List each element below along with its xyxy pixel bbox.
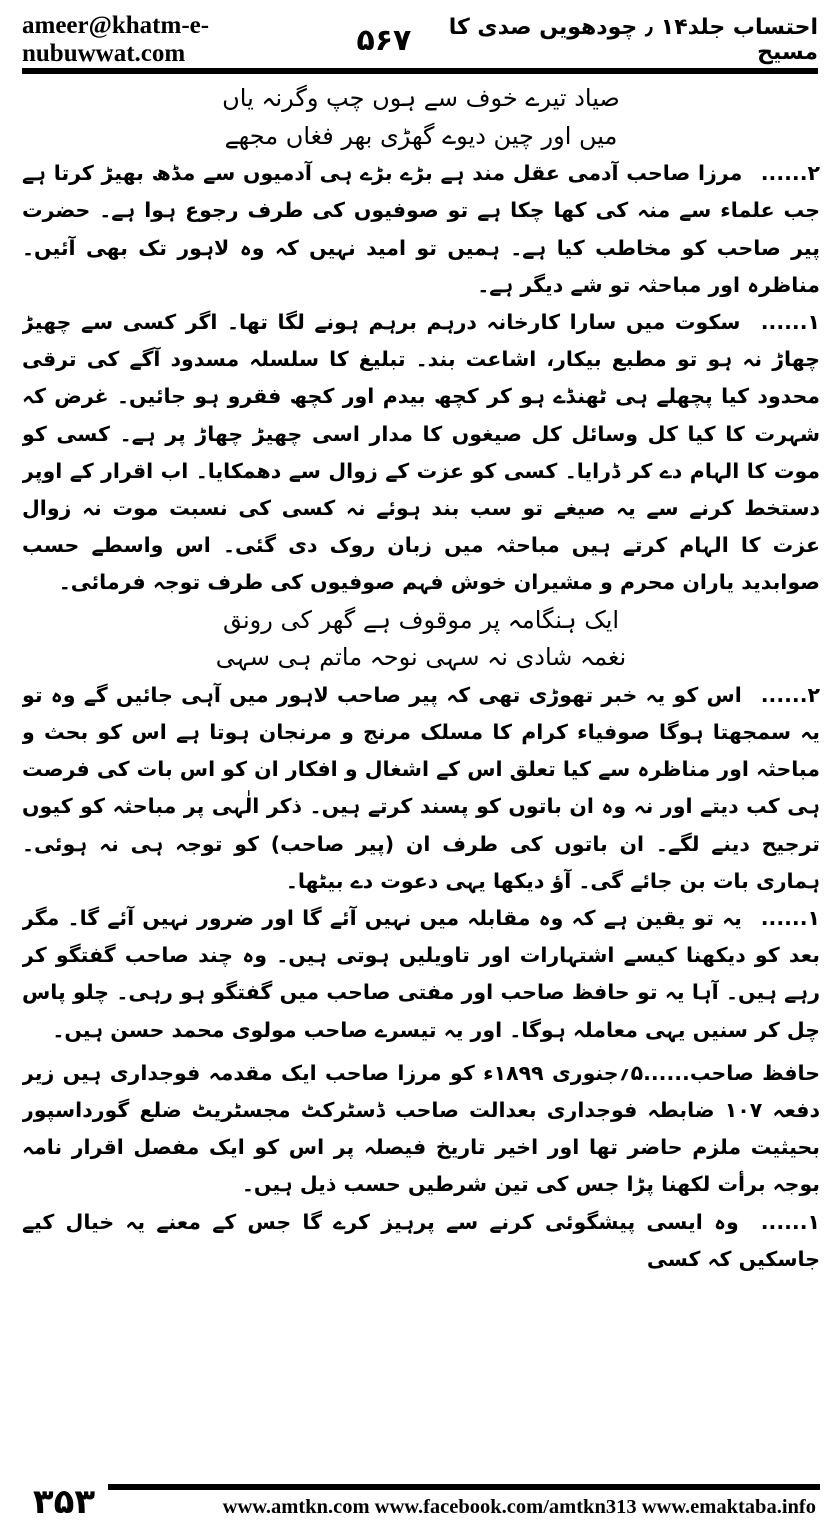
paragraph <box>22 155 820 304</box>
book-title: احتساب جلد۱۴ ٫ چودھویں صدی کا مسیح <box>448 15 818 65</box>
footer-links[interactable]: www.amtkn.com www.facebook.com/amtkn313 www.emaktaba.info <box>222 1496 816 1518</box>
paragraph-text: سکوت میں سارا کارخانہ درہم برہم ہونے لگا تھا۔ اگر کسی سے چھیڑ چھاڑ نہ ہو تو مطبع بیکار، اشاعت بند۔ تبلیغ کا سلسلہ مسدود آگے کی ترقی محدود کیا پچھلے ہی ٹھنڈے ہو کر کچھ بیدم اور کچھ فقرو ہو جائیں۔ غرض کہ شہرت کا کیا کل وسائل کل صیغوں کا مدار اسی چھیڑ چھاڑ پر ہے۔ کسی کو موت کا الہام دے کر ڈرایا۔ کسی کو عزت کے زوال سے دھمکایا۔ اب اقرار کے اوپر دستخط کرنے سے یہ صیغے تو سب بند ہوئے نہ کسی کی نسبت موت نہ زوال عزت کا الہام کرتے ہیں مباحثہ میں زبان روک دی گئی۔ اس واسطے حسب صوابدید یاران محرم و مشیران خوش فہم صوفیوں کی طرف توجہ فرمائی۔ <box>22 310 820 595</box>
header-divider <box>22 68 818 74</box>
paragraph-number: ۱...... <box>760 906 820 931</box>
paragraph-text: یہ تو یقین ہے کہ وہ مقابلہ میں نہیں آئے گا اور ضرور نہیں آئے گا۔ مگر بعد کو دیکھنا کیسے اشتہارات اور تاویلیں ہوتی ہیں۔ وہ چند صاحب گفتگو کر رہے ہیں۔ آہا یہ تو حافظ صاحب اور مفتی صاحب میں گفتگو ہو رہی۔ چلو پاس چل کر سنیں یہی معاملہ ہوگا۔ اور یہ تیسرے صاحب مولوی محمد حسن ہیں۔ <box>22 906 820 1042</box>
header-left <box>22 12 411 68</box>
paragraph <box>22 304 820 602</box>
verse-line: صیاد تیرے خوف سے ہوں چپ وگرنہ یاں <box>222 84 620 112</box>
page-footer <box>22 1478 820 1526</box>
paragraph <box>22 1055 820 1204</box>
paragraph <box>22 1204 820 1278</box>
header-email[interactable]: ameer@khatm-e-nubuwwat.com <box>22 12 210 67</box>
paragraph-text: حافظ صاحب......۵؍جنوری ۱۸۹۹ء کو مرزا صاحب ایک مقدمہ فوجداری ہیں زیر دفعہ ۱۰۷ ضابطہ فوجداری بعدالت صاحب ڈسٹرکٹ مجسٹریٹ ضلع گورداسپور بحیثیت ملزم حاضر تھا اور اخیر تاریخ فیصلہ پر اس کو ایک مفصل اقرار نامہ بوجہ برأت لکھنا پڑا جس کی تین شرطیں حسب ذیل ہیں۔ <box>22 1060 820 1197</box>
page-content <box>22 80 820 1455</box>
paragraph-number: ۱...... <box>760 1209 820 1234</box>
paragraph <box>22 900 820 1049</box>
paragraph-text: اس کو یہ خبر تھوڑی تھی کہ پیر صاحب لاہور میں آہی جائیں گے وہ تو یہ سمجھتا ہوگا صوفیاء کرام کا مسلک مرنج و مرنجان ہوتا ہے اس کو بحث و مباحثہ اور مناظرہ سے کیا تعلق اس کے اشغال و افکار ان کو اس بات کی فرصت ہی کب دیتے اور نہ وہ ان باتوں کو پسند کرتے ہیں۔ ذکر الٰہی پر مباحثہ کو کیوں ترجیح دینے لگے۔ ان باتوں کی طرف ان (پیر صاحب) کو توجہ ہی نہ ہوئی۔ ہماری بات بن جائے گی۔ آؤ دیکھا یہی دعوت دے بیٹھا۔ <box>22 682 820 893</box>
paragraph-text: وہ ایسی پیشگوئی کرنے سے پرہیز کرے گا جس کے معنے یہ خیال کیے جاسکیں کہ کسی <box>22 1209 820 1271</box>
book-page-number: ۵۶۷ <box>356 22 412 58</box>
paragraph-number: ۲...... <box>760 161 820 186</box>
paragraph-text: مرزا صاحب آدمی عقل مند ہے بڑے بڑے ہی آدمیوں سے مڈھ بھیڑ کرتا ہے جب علماء سے منہ کی کھا چکا ہے تو صوفیوں کی طرف رجوع ہوا ہے۔ حضرت پیر صاحب کو مخاطب کیا ہے۔ ہمیں تو امید نہیں کہ وہ لاہور تک بھی آئیں۔ مناظرہ اور مباحثہ تو شے دیگر ہے۔ <box>22 161 820 297</box>
verse-line: میں اور چین دیوے گھڑی بھر فغاں مجھے <box>224 121 618 150</box>
verse-line: نغمہ شادی نہ سہی نوحہ ماتم ہی سہی <box>215 643 627 672</box>
page-header <box>22 12 818 67</box>
paragraph <box>22 677 820 900</box>
verse-line: ایک ہنگامہ پر موقوف ہے گھر کی رونق <box>222 605 620 634</box>
paragraph-number: ۲...... <box>760 682 820 707</box>
footer-page-number: ۳۵۳ <box>32 1482 96 1522</box>
paragraph-number: ۱...... <box>760 310 820 334</box>
footer-divider <box>108 1484 820 1490</box>
